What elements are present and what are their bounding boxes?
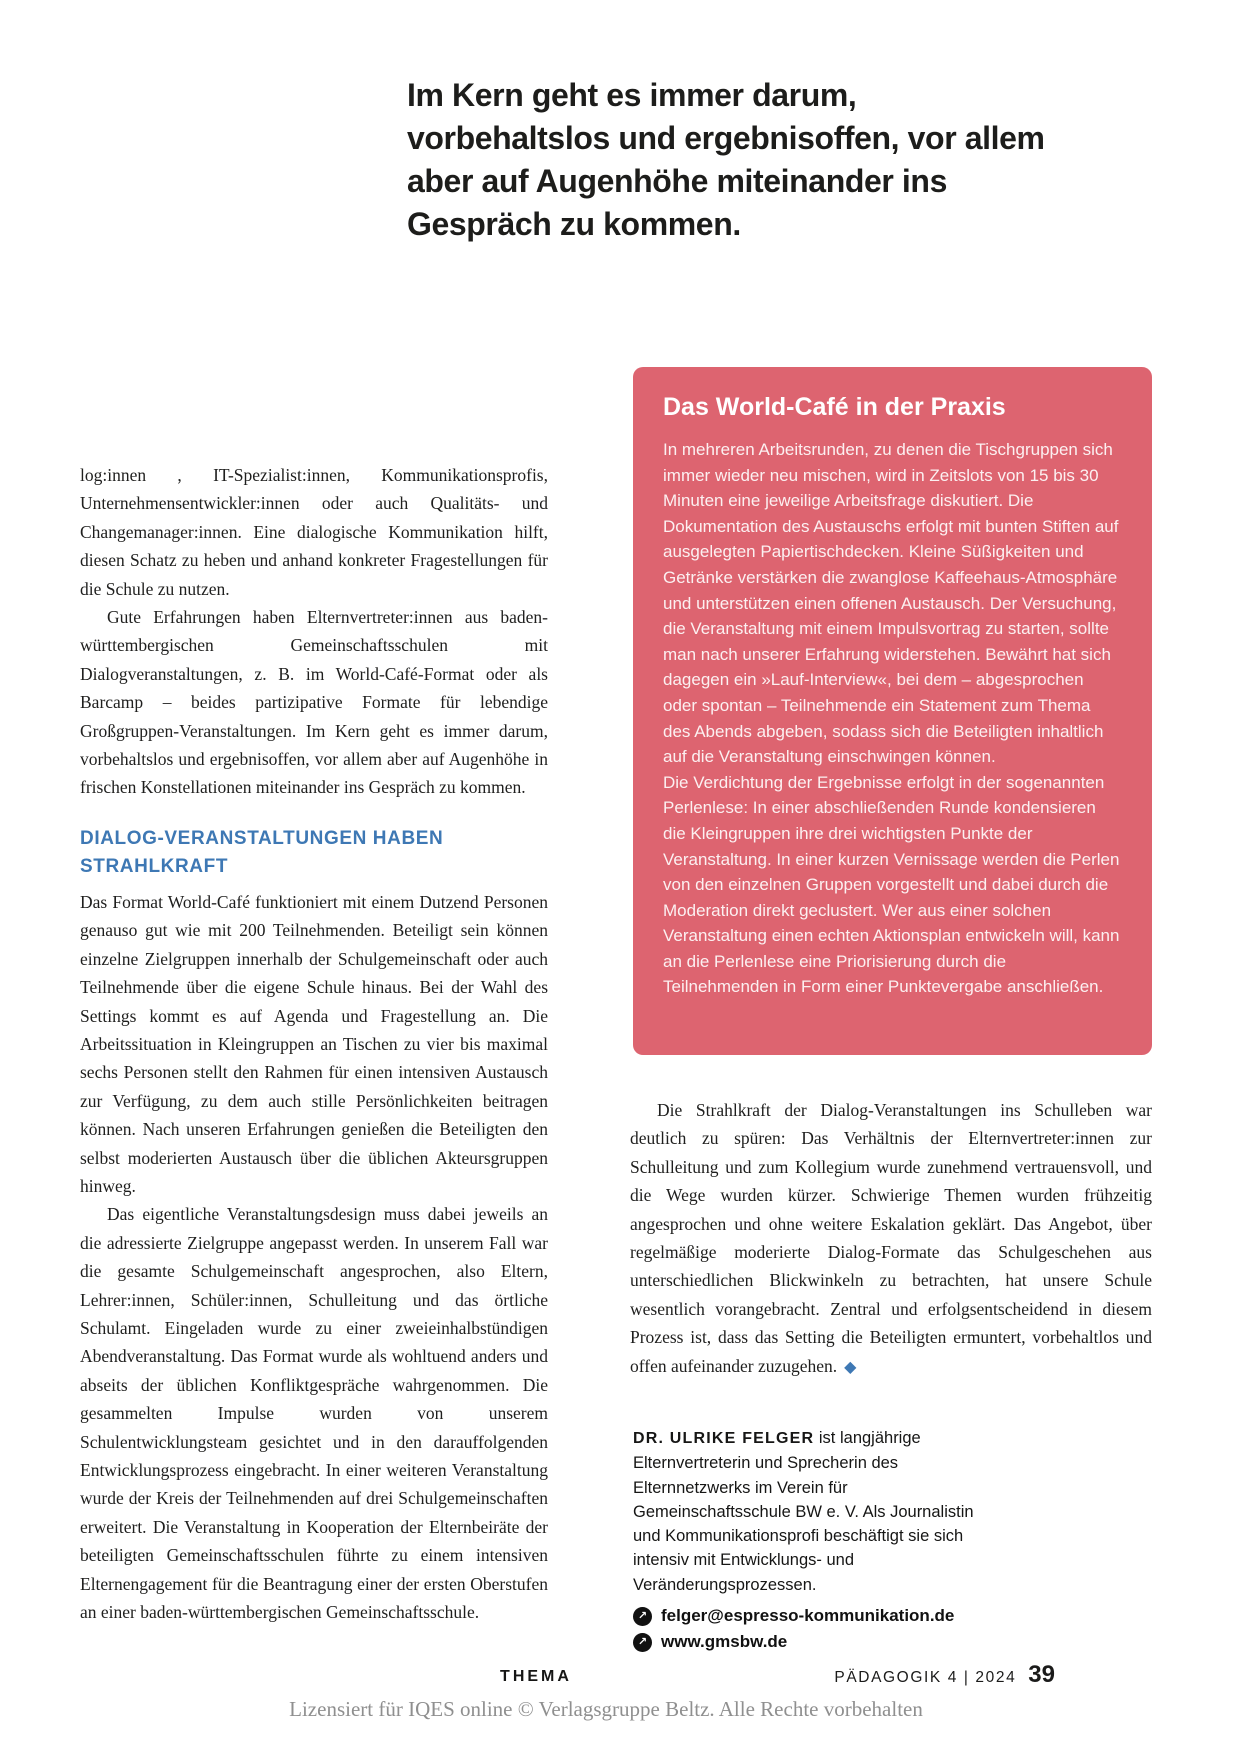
body-paragraph: Gute Erfahrungen haben Elternvertreter:innen aus baden-württembergischen Gemeinschaftsschulen mit Dialogveranstaltungen, z. B. im World-Café-Format oder als Barcamp – beides partizipative Formate für lebendige Großgruppen-Veranstaltungen. Im Kern geht es immer darum, vorbehaltslos und ergebnisoffen, vor allem aber auf Augenhöhe in frischen Konstellationen miteinander ins Gespräch zu kommen.: [80, 607, 548, 798]
left-column: [80, 461, 548, 1626]
body-paragraph: Das eigentliche Veranstaltungsdesign muss dabei jeweils an die adressierte Zielgruppe angepasst werden. In unserem Fall war die gesamte Schulgemeinschaft angesprochen, also Eltern, Lehrer:innen, Schüler:innen, Schulleitung und das örtliche Schulamt. Eingeladen wurde zu einer zweieinhalbstündigen Abendveranstaltung. Das Format wurde als wohltuend anders und abseits der üblichen Konfliktgespräche wahrgenommen. Die gesammelten Impulse wurden von unserem Schulentwicklungsteam gesichtet und in den darauffolgenden Entwicklungsprozess eingebracht. In einer weiteren Veranstaltung wurde der Kreis der Teilnehmenden auf drei Schulgemeinschaften erweitert. Die Veranstaltung in Kooperation der Elternbeiräte der beteiligten Gemeinschaftsschulen führte zu einem intensiven Elternengagement für die Beantragung einer der ersten Oberstufen an einer baden-württembergischen Gemeinschaftsschule.: [80, 1204, 548, 1623]
section-heading: DIALOG-VERANSTALTUNGEN HABEN STRAHLKRAFT: [80, 827, 444, 877]
author-name: DR. ULRIKE FELGER: [633, 1430, 815, 1447]
infobox-title: Das World-Café in der Praxis: [663, 393, 1006, 421]
pull-quote-headline: Im Kern geht es immer darum, vorbehaltslos und ergebnisoffen, vor allem aber auf Augenhöhe miteinander ins Gespräch zu kommen.: [407, 77, 1045, 242]
website-link-label: www.gmsbw.de: [661, 1632, 788, 1652]
body-paragraph: log:innen , IT-Spezialist:innen, Kommunikationsprofis, Unternehmensentwickler:innen oder auch Qualitäts- und Changemanager:innen. Eine dialogische Kommunikation hilft, diesen Schatz zu heben und anhand konkreter Fragestellungen für die Schule zu nutzen.: [80, 465, 548, 599]
infobox-paragraph: Die Verdichtung der Ergebnisse erfolgt in der sogenannten Perlenlese: In einer abschließenden Runde kondensieren die Kleingruppen ihre drei wichtigsten Punkte der Veranstaltung. In einer kurzen Vernissage werden die Perlen von den einzelnen Gruppen vorgestellt und dabei durch die Moderation direkt geclustert. Wer aus einer solchen Veranstaltung einen echten Aktionsplan entwickeln will, kann an die Perlenlese eine Priorisierung durch die Teilnehmenden in Form einer Punktevergabe anschließen.: [663, 772, 1120, 997]
author-bio: [633, 1426, 979, 1655]
license-text: Lizensiert für IQES online © Verlagsgruppe Beltz. Alle Rechte vorbehalten: [289, 1697, 923, 1721]
author-bio-text: ist langjährige Elternvertreterin und Sprecherin des Elternnetzwerks im Verein für Gemeinschaftsschule BW e. V. Als Journalistin und Kommunikationsprofi beschäftigt sie sich intensiv mit Entwicklungs- und Veränderungsprozessen.: [633, 1429, 974, 1594]
link-arrow-icon: ↗: [633, 1633, 652, 1652]
email-link[interactable]: [633, 1603, 979, 1629]
footer-section-label: THEMA: [500, 1668, 572, 1685]
article-end-mark: ◆: [844, 1356, 857, 1376]
link-arrow-icon: ↗: [633, 1607, 652, 1626]
infobox-paragraph: In mehreren Arbeitsrunden, zu denen die Tischgruppen sich immer wieder neu mischen, wird in Zeitslots von 15 bis 30 Minuten eine jeweilige Arbeitsfrage diskutiert. Die Dokumentation des Austauschs erfolgt mit bunten Stiften auf ausgelegten Papiertischdecken. Kleine Süßigkeiten und Getränke verstärken die zwanglose Kaffeehaus-Atmosphäre und unterstützen einen offenen Austausch. Der Versuchung, die Veranstaltung mit einem Impulsvortrag zu starten, sollte man nach unserer Erfahrung widerstehen. Bewährt hat sich dagegen ein »Lauf-Interview«, bei dem – abgesprochen oder spontan – Teilnehmende ein Statement zum Thema des Abends abgeben, sodass sich die Beteiligten inhaltlich auf die Veranstaltung einschwingen können.: [663, 440, 1119, 767]
footer-right-group: [834, 1661, 1055, 1689]
right-column: [630, 1096, 1152, 1381]
body-paragraph: Die Strahlkraft der Dialog-Veranstaltungen ins Schulleben war deutlich zu spüren: Das Verhältnis der Elternvertreter:innen zur Schulleitung und zum Kollegium wurde zunehmend vertrauensvoll, und die Wege wurden kürzer. Schwierige Themen wurden frühzeitig angesprochen und ohne weitere Eskalation geklärt. Das Angebot, über regelmäßige moderierte Dialog-Formate das Schulgeschehen aus unterschiedlichen Blickwinkeln zu betrachten, hat unsere Schule wesentlich vorangebracht. Zentral und erfolgsentscheidend in diesem Prozess ist, dass das Setting die Beteiligten ermuntert, vorbehaltlos und offen aufeinander zuzugehen. ◆: [630, 1100, 1152, 1376]
author-links: [633, 1603, 979, 1655]
email-link-label: felger@espresso-kommunikation.de: [661, 1606, 955, 1626]
infobox-world-cafe: [633, 367, 1152, 1055]
magazine-title: PÄDAGOGIK 4 | 2024: [834, 1669, 1017, 1686]
page-number: 39: [1028, 1661, 1055, 1688]
body-paragraph: Das Format World-Café funktioniert mit einem Dutzend Personen genauso gut wie mit 200 Teilnehmenden. Beteiligt sein können einzelne Zielgruppen innerhalb der Schulgemeinschaft oder auch Teilnehmende über die eigene Schule hinaus. Bei der Wahl des Settings kommt es auf Agenda und Fragestellung an. Die Arbeitssituation in Kleingruppen an Tischen zu vier bis maximal sechs Personen stellt den Rahmen für einen intensiven Austausch zur Verfügung, zu dem auch stille Persönlichkeiten beitragen können. Nach unseren Erfahrungen genießen die Beteiligten den selbst moderierten Austausch über die üblichen Akteursgruppen hinweg.: [80, 891, 548, 1196]
website-link[interactable]: [633, 1629, 979, 1655]
